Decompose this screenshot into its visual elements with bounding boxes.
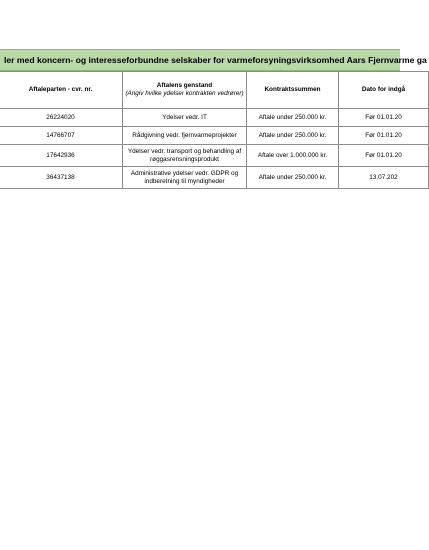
cell-cvr: 36437138 (0, 167, 123, 189)
header-party: Aftaleparten - cvr. nr. (0, 72, 123, 109)
cell-cvr: 14766707 (0, 127, 123, 145)
cell-amount: Aftale over 1.000.000 kr. (247, 145, 339, 167)
cell-date: Før 01.01.20 (339, 109, 429, 127)
table-row (0, 167, 429, 189)
document-title: ler med koncern- og interesseforbundne selskaber for varmeforsyningsvirksomhed Aars Fjernvarme ga (4, 55, 427, 65)
cell-date: Før 01.01.20 (339, 145, 429, 167)
header-row (0, 72, 429, 109)
header-subject-label: Aftalens genstand (156, 82, 213, 90)
cell-date: Før 01.01.20 (339, 127, 429, 145)
header-subject (123, 72, 247, 109)
cell-amount: Aftale under 250.000 kr. (247, 167, 339, 189)
cell-subject: Ydelser vedr. transport og behandling af røggasrensningsprodukt (123, 145, 247, 167)
cell-subject: Rådgivning vedr. fjernvarmeprojekter (123, 127, 247, 145)
cell-amount: Aftale under 250.000 kr. (247, 109, 339, 127)
header-date: Dato for indgå (339, 72, 429, 109)
cell-subject: Ydelser vedr. IT (123, 109, 247, 127)
table-row (0, 109, 429, 127)
cell-date: 13.07.202 (339, 167, 429, 189)
cell-subject: Administrative ydelser vedr. GDPR og indberetning til myndigheder (123, 167, 247, 189)
header-subject-note: (Angiv hvilke ydelser kontrakten vedrører) (125, 90, 244, 97)
cell-amount: Aftale under 250.000 kr. (247, 127, 339, 145)
title-banner (0, 49, 427, 71)
table-row (0, 145, 429, 167)
cell-cvr: 26224020 (0, 109, 123, 127)
table-row (0, 127, 429, 145)
agreements-table (0, 71, 429, 189)
header-amount: Kontraktssummen (247, 72, 339, 109)
cell-cvr: 17642936 (0, 145, 123, 167)
